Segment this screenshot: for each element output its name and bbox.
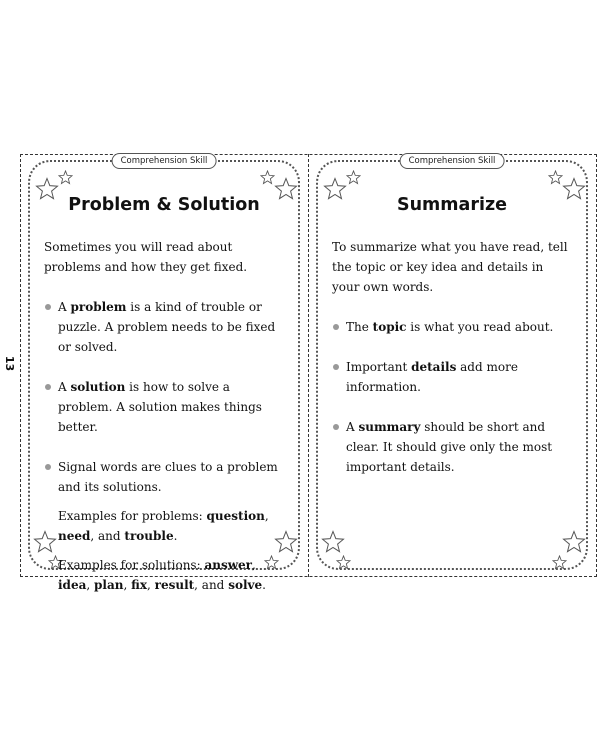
bullet-topic: The topic is what you read about. (332, 317, 572, 337)
bullet-solution: A solution is how to solve a problem. A solution makes things better. (44, 377, 284, 437)
cut-line-divider (308, 154, 309, 577)
star-icon (35, 177, 59, 201)
star-icon (274, 177, 298, 201)
intro-text: Sometimes you will read about problems and how they get fixed. (44, 240, 248, 274)
star-icon (346, 170, 361, 185)
card-body (332, 237, 572, 497)
star-icon (58, 170, 73, 185)
star-icon (562, 530, 586, 554)
star-icon (336, 555, 351, 570)
star-icon (321, 530, 345, 554)
card-body (44, 237, 284, 604)
card-title: Summarize (396, 195, 508, 215)
examples-solutions: Examples for solutions: answer, idea, plan, fix, result, and solve. (58, 558, 266, 592)
page-number: 13 (3, 355, 17, 372)
comprehension-skill-tag: Comprehension Skill (400, 153, 505, 169)
comprehension-skill-tag: Comprehension Skill (112, 153, 217, 169)
star-icon (323, 177, 347, 201)
intro-text: To summarize what you have read, tell the topic or key idea and details in your own words. (332, 240, 568, 294)
examples-problems: Examples for problems: question, need, and trouble. (58, 509, 269, 543)
bullet-signal-words: Signal words are clues to a problem and its solutions. (44, 457, 284, 497)
bullet-summary: A summary should be short and clear. It should give only the most important details. (332, 417, 572, 477)
star-icon (562, 177, 586, 201)
bullet-details: Important details add more information. (332, 357, 572, 397)
star-icon (548, 170, 563, 185)
star-icon (260, 170, 275, 185)
bullet-problem: A problem is a kind of trouble or puzzle. A problem needs to be fixed or solved. (44, 297, 284, 357)
star-icon (552, 555, 567, 570)
problem-solution-card (28, 156, 300, 592)
summarize-card (316, 156, 588, 570)
card-title: Problem & Solution (68, 195, 260, 215)
